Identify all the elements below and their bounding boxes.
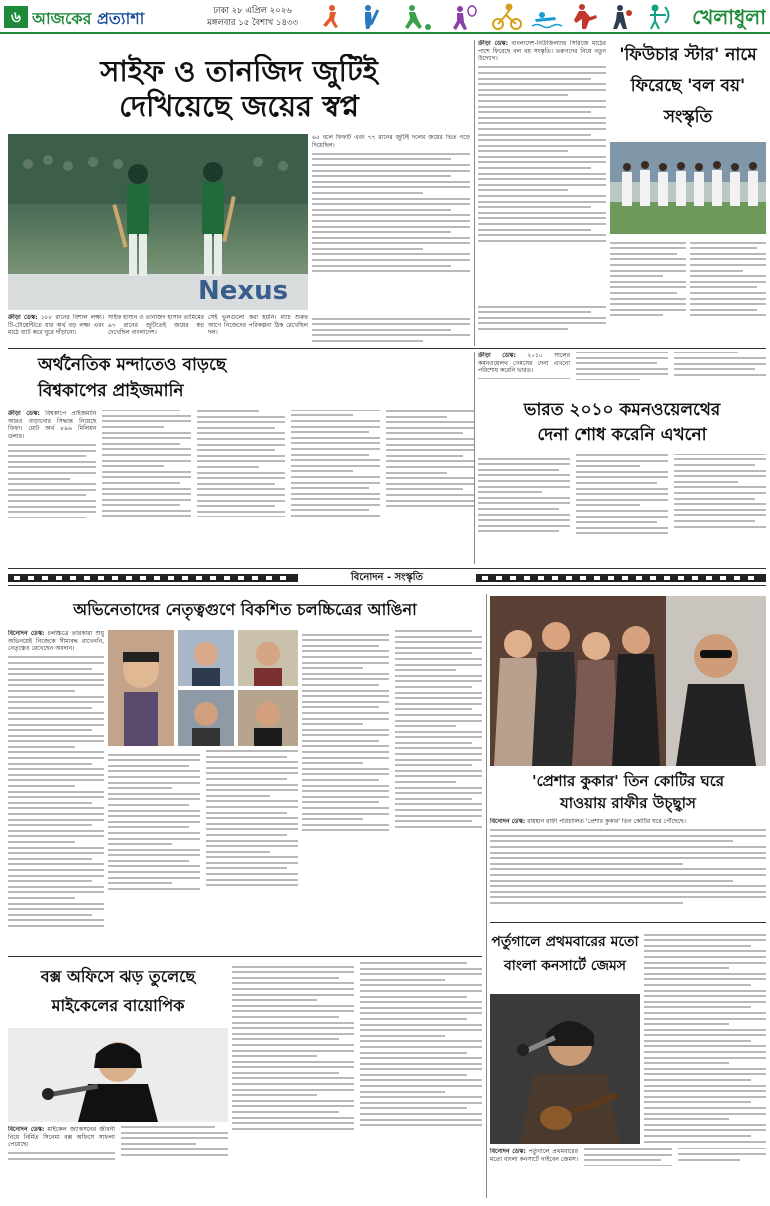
story6-photo <box>490 596 766 766</box>
story3-dateline: ক্রীড়া ডেস্ক: <box>8 410 40 417</box>
story5-dateline: বিনোদন ডেস্ক: <box>8 630 45 637</box>
story5-headline: অভিনেতাদের নেতৃত্বগুণে বিকশিত চলচ্চিত্রের আঙিনা <box>73 600 417 619</box>
michael-illustration <box>8 1028 228 1122</box>
story7-col1 <box>8 1126 228 1198</box>
story1-headline-line1: সাইফ ও তানজিদ জুটিই <box>100 54 378 88</box>
story8-body <box>490 1148 766 1198</box>
footballer-icon <box>405 5 431 30</box>
paper-title: প্রত্যাশা <box>96 9 145 28</box>
story8-headline-line1: পর্তুগালে প্রথমবারের মতো <box>491 934 639 950</box>
cricket-batter-icon <box>365 5 379 29</box>
story1-col2 <box>108 314 204 344</box>
story6-body <box>490 818 766 918</box>
story2-headline-line2: ফিরেছে 'বল বয়' <box>630 76 746 96</box>
story1-col3 <box>208 314 308 344</box>
story5-col2 <box>108 750 298 952</box>
date-gregorian: ঢাকা ২৮ এপ্রিল ২০২৬ <box>213 6 292 16</box>
story3-headline-line1: অর্থনৈতিক মন্দাতেও বাড়ছে <box>38 355 227 375</box>
story1-col4 <box>312 314 470 344</box>
page-number: ৬ <box>4 6 28 28</box>
story8-dateline: বিনোদন ডেস্ক: <box>490 1148 526 1155</box>
story6-dateline: বিনোদন ডেস্ক: <box>490 818 526 825</box>
story6-body-text: রায়হান রাফী পরিচালিত 'প্রেশার কুকার' তিন কোটির ঘরে পৌঁছেছে। <box>527 818 686 825</box>
story2-col2 <box>610 238 686 342</box>
story4-dateline: ক্রীড়া ডেস্ক: <box>478 352 516 359</box>
sports-figures-banner <box>320 3 675 31</box>
story2-dateline: ক্রীড়া ডেস্ক: <box>478 40 509 47</box>
section-divider-label: বিনোদন - সংস্কৃতি <box>350 572 424 583</box>
story2-headline-line1: 'ফিউচার স্টার' নামে <box>619 45 757 65</box>
archer-icon <box>650 6 669 30</box>
story2-col3 <box>690 238 766 342</box>
story1-body <box>312 134 470 310</box>
story1-col2-text: সাইফ হাসান ও তানজিদ হাসান তামিমের ৯৭ রানের জুটিতেই জয়ের স্বপ্ন দেখেছিল বাংলাদেশ। <box>108 314 204 337</box>
cyclist-icon <box>493 5 521 30</box>
section-divider <box>8 568 766 586</box>
story1-body-text: ৬৫ বলে ফিফটি এবং ৭৭ রানের জুটিই দলের জয়ের ভিত গড়ে দিয়েছিল। <box>312 134 470 149</box>
story5-col1 <box>8 630 104 952</box>
boxer-icon <box>613 5 632 29</box>
story4-headline-line1: ভারত ২০১০ কমনওয়েলথের <box>523 400 721 420</box>
story7-dateline: বিনোদন ডেস্ক: <box>8 1126 45 1133</box>
story3-body-text: বিশ্বকাপে প্রাইজমানি আরও বাড়ানোর সিদ্ধান্ত নিয়েছে ফিফা। মোট অর্থ ৮৯৬ মিলিয়ন ডলার। <box>8 410 97 440</box>
story1-headline <box>8 54 470 128</box>
paper-name <box>32 6 182 30</box>
story4-body <box>478 454 766 564</box>
masthead <box>0 0 770 34</box>
story7-headline <box>8 962 228 1024</box>
story8-col2 <box>644 930 766 1144</box>
story5-body-text: চলচ্চিত্রে তারকারা শুধু অভিনয়েই নিজেকে সীমাবদ্ধ রাখেননি, নেতৃত্বেও রেখেছেন অবদান। <box>8 630 104 653</box>
runner-icon <box>323 5 338 28</box>
story1-dateline: ক্রীড়া ডেস্ক: <box>8 314 38 321</box>
story1-lead: ১৮৮ রানের বিশাল লক্ষ্য। টি-টোয়েন্টিতে যার অর্থ বড় লক্ষ্য এবং মাঠে ব্যাট করে ঘুরে দাঁড়ানো। <box>8 314 104 337</box>
story5-col3 <box>302 630 482 952</box>
section-title: খেলাধুলা <box>692 5 766 29</box>
singer-illustration <box>490 994 640 1144</box>
story2-body: বাংলাদেশ-নিউজিল্যান্ড সিরিজে মাঠের পাশে ফিরেছে বল বয় সংস্কৃতি। তরুণদের নিয়ে নতুন উদ্যোগ। <box>478 40 606 63</box>
story7-col2 <box>232 962 482 1198</box>
swimmer-icon <box>532 12 562 28</box>
story1-photo <box>8 134 308 310</box>
story3-headline-line2: বিশ্বকাপের প্রাইজমানি <box>38 381 184 401</box>
story2-col1-bottom <box>478 302 606 344</box>
story7-headline-line1: বক্স অফিসে ঝড় তুলেছে <box>40 967 196 986</box>
story3-body <box>8 410 474 562</box>
story8-body-text: পর্তুগালে প্রথমবারের মতো বাংলা কনসার্টে গাইবেন জেমস। <box>490 1148 579 1163</box>
cricketers-illustration <box>8 134 308 310</box>
story2-intro <box>478 40 606 298</box>
story4-headline-line2: দেনা শোধ করেনি এখনো <box>537 425 707 445</box>
story7-body-text: মাইকেল জ্যাকসনের জীবনী নিয়ে নির্মিত সিনেমা বক্স অফিসে সাফল্য পেয়েছে। <box>8 1126 115 1149</box>
story7-photo <box>8 1028 228 1122</box>
date-block <box>190 5 315 31</box>
story4-intro <box>478 352 766 396</box>
story2-headline-line3: সংস্কৃতি <box>663 107 713 127</box>
story6-headline <box>490 770 766 814</box>
actors-collage-illustration <box>108 630 298 746</box>
story1-col1 <box>8 314 104 344</box>
story3-headline <box>8 352 308 406</box>
paper-prefix: আজকের <box>32 9 92 28</box>
tennis-player-icon <box>453 6 476 30</box>
ball-boys-illustration <box>610 142 766 234</box>
story8-headline-line2: বাংলা কনসার্টে জেমস <box>503 958 627 974</box>
story8-photo <box>490 994 640 1144</box>
story6-headline-line1: 'প্রেশার কুকার' তিন কোটির ঘরে <box>531 772 725 790</box>
story1-headline-line2: দেখিয়েছে জয়ের স্বপ্ন <box>119 88 359 123</box>
story1-col3-text: সেই ভুলগুলো করা হয়নি। ম্যাচ শুরুর আগে নিজেদের পরিকল্পনা ঠিক রেখেছিল দল। <box>208 314 308 337</box>
story1-photo-sponsor: Nexus <box>198 276 289 306</box>
story8-headline <box>490 930 640 990</box>
story6-headline-line2: যাওয়ায় রাফীর উচ্ছ্বাস <box>560 794 696 812</box>
story4-headline <box>478 398 766 450</box>
story2-photo <box>610 142 766 234</box>
story4-body-text: ২০১০ সালের কমনওয়েলথ গেমসের দেনা এখনো পরিশোধ করেনি ভারত। <box>478 352 570 375</box>
story5-collage <box>108 630 298 746</box>
story7-headline-line2: মাইকেলের বায়োপিক <box>51 996 185 1015</box>
jumper-icon <box>574 4 597 29</box>
date-bangla: মঙ্গলবার ১৫ বৈশাখ ১৪৩৩ <box>206 18 299 28</box>
story2-headline <box>610 40 766 138</box>
film-stars-illustration <box>490 596 766 766</box>
